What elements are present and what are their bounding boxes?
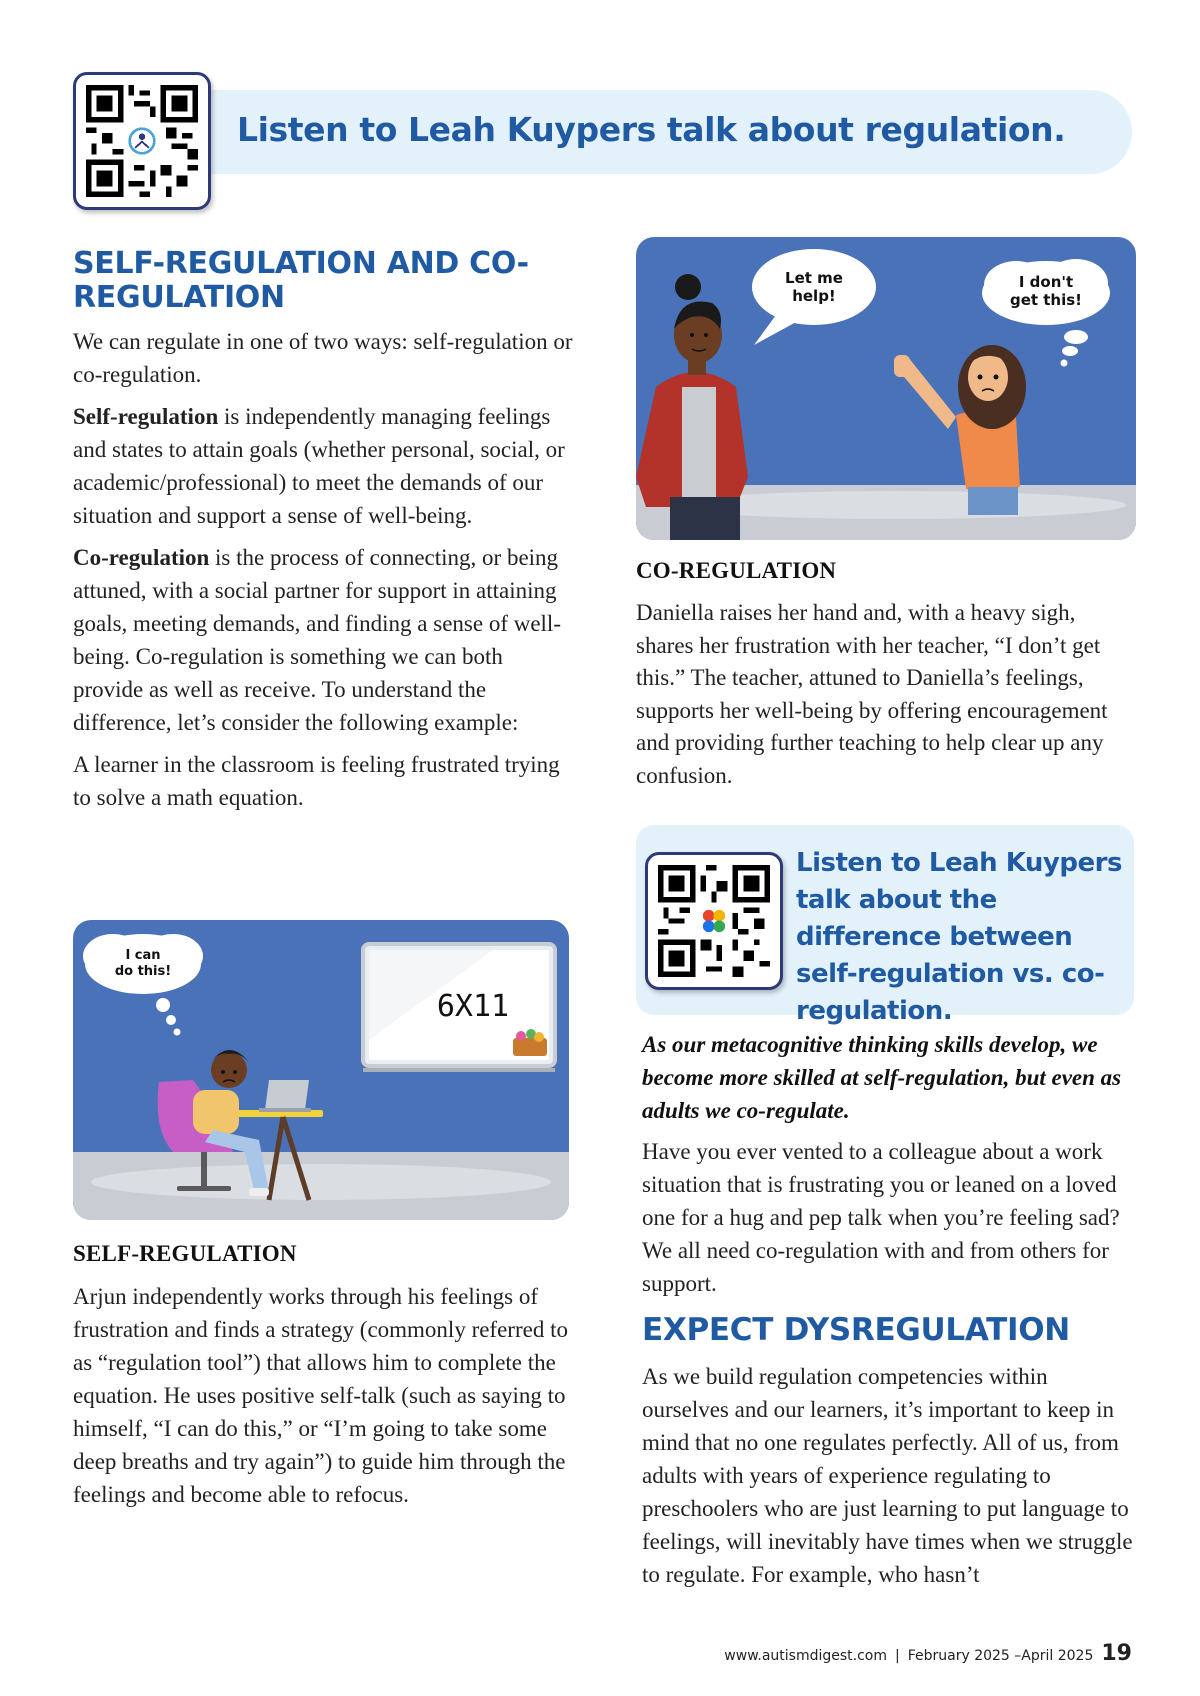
intro-paragraph: We can regulate in one of two ways: self-regulation or co-regulation. [73, 329, 573, 387]
student-bubble-line-2: get this! [1009, 291, 1083, 309]
top-banner [175, 90, 1132, 174]
teacher-bubble-line-1: Let me [785, 269, 843, 287]
page-footer [724, 1641, 1132, 1666]
section-heading: SELF-REGULATION AND CO-REGULATION [73, 246, 529, 315]
bubble-line-1: I can [125, 948, 161, 963]
self-regulation-definition [73, 400, 573, 532]
self-regulation-def-text: is independently managing feelings and states to attain goals (whether personal, social, or academic/professional) to meet the demands of our situation and support a sense of well-being. [73, 404, 565, 528]
page-number: 19 [1101, 1641, 1132, 1666]
footer-separator: | [895, 1648, 900, 1664]
co-regulation-def-text: is the process of connecting, or being attuned, with a social partner for support in attaining goals, meeting demands, and finding a sense of well-being. Co-regulation is something we can both provide as well as receive. To understand the difference, let’s consider the following example: [73, 545, 561, 735]
co-regulation-examples-paragraph: Have you ever vented to a colleague about a work situation that is frustrating you or leaned on a loved one for a hug and pep talk when you’re feeling sad? We all need co-regulation with and from others for support. [642, 1139, 1120, 1296]
example-paragraph: A learner in the classroom is feeling frustrated trying to solve a math equation. [73, 752, 560, 810]
co-regulation-definition [73, 541, 573, 739]
mid-banner-text: Listen to Leah Kuypers talk about the difference between self-regulation vs. co-regulation. [796, 848, 1122, 1026]
whiteboard-equation: 6X11 [436, 989, 510, 1024]
teacher-bubble-line-2: help! [792, 287, 836, 305]
top-banner-text: Listen to Leah Kuypers talk about regulation. [237, 110, 1066, 149]
co-regulation-paragraph: Daniella raises her hand and, with a heavy sigh, shares her frustration with her teacher, “I don’t get this.” The teacher, attuned to Daniella’s feelings, supports her well-being by offering encouragement and providing further teaching to help clear up any confusion. [636, 600, 1108, 788]
student-bubble-line-1: I don't [1018, 273, 1074, 291]
co-regulation-caption: CO-REGULATION [636, 558, 837, 583]
dysregulation-paragraph: As we build regulation competencies within ourselves and our learners, it’s important to keep in mind that no one regulates perfectly. All of us, from adults with years of experience regulating to preschoolers who are just learning to put language to feelings, will inevitably have times when we struggle to regulate. For example, who hasn’t [642, 1364, 1133, 1587]
bubble-line-2: do this! [114, 964, 172, 979]
self-regulation-term: Self-regulation [73, 404, 219, 429]
footer-issue: February 2025 –April 2025 [907, 1648, 1094, 1664]
intro-text-block [73, 325, 573, 823]
footer-website[interactable]: www.autismdigest.com [724, 1648, 887, 1664]
self-regulation-caption: SELF-REGULATION [73, 1241, 297, 1266]
self-regulation-illustration [73, 920, 569, 1220]
qr-code-icon[interactable] [645, 852, 783, 990]
co-regulation-term: Co-regulation [73, 545, 210, 570]
dysregulation-heading: EXPECT DYSREGULATION [642, 1312, 1070, 1348]
self-regulation-paragraph: Arjun independently works through his feelings of frustration and finds a strategy (commonly referred to as “regulation tool”) that allows him to complete the equation. He uses positive self-talk (such as saying to himself, “I can do this,” or “I’m going to take some deep breaths and try again”) to guide him through the feelings and become able to refocus. [73, 1284, 568, 1507]
pull-quote: As our metacognitive thinking skills develop, we become more skilled at self-regulation, but even as adults we co-regulate. [642, 1032, 1122, 1123]
co-regulation-illustration [636, 237, 1136, 540]
qr-code-icon[interactable] [73, 72, 211, 210]
